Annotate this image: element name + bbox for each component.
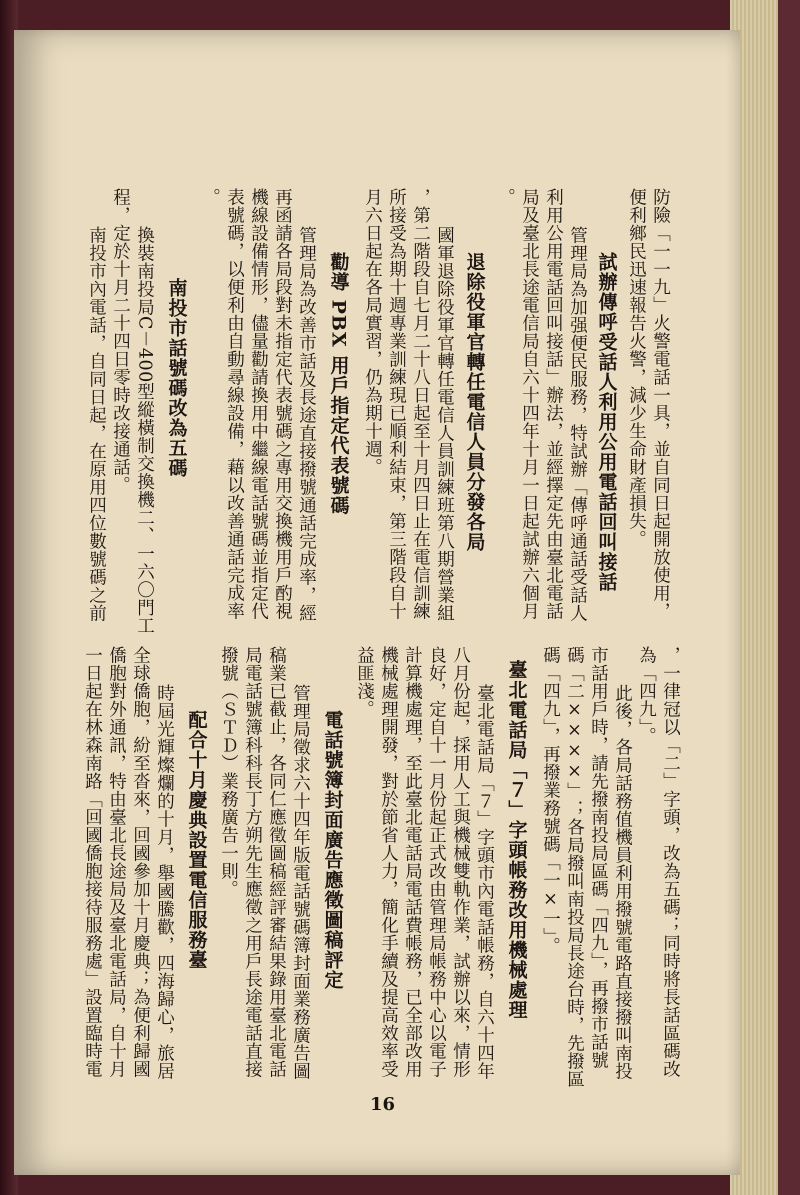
text-line: 利用公用電話回叫接話」辦法，並經擇定先由臺北電話 [543, 188, 564, 620]
text-line: 國軍退除役軍官轉任電信人員訓練班第八期營業組 [434, 226, 455, 622]
text-line: 僑胞對外通訊，特由臺北長途局及臺北電話局，自十月 [106, 646, 127, 1078]
article-title-directory-cover: 電話號簿封面廣告應徵圖稿評定 [321, 710, 344, 990]
text-line: 一日起在林森南路「回國僑胞接待服務處」設置臨時電 [82, 646, 103, 1078]
text-line: 防險「一一九」火警電話一具，並自同日起開放使用， [650, 188, 671, 620]
book-page-stack-right [730, 0, 800, 1195]
text-line: 臺北電話局「７」字頭市內電話帳務，自六十四年 [474, 684, 495, 1080]
text-line: 局及臺北長途電信局自六十四年十月一日起試辦六個月 [519, 188, 540, 620]
article-title-pbx: 勸導 PBX 用戶指定代表號碼 [327, 252, 350, 516]
article-title-pager: 試辦傳呼受話人利用公用電話回叫接話 [595, 252, 618, 592]
text-line: 管理局為改善市話及長途直接撥號通話完成率，經 [296, 226, 317, 622]
text-line: 為「四九」。 [636, 646, 657, 746]
text-line: 再函請各局段對未指定代表號碼之專用交換機用戶酌視 [272, 188, 293, 620]
text-line: 機械處理開發，對於節省人力，簡化手續及提高效率受 [378, 646, 399, 1078]
article-title-october: 配合十月慶典設置電信服務臺 [185, 710, 208, 970]
text-line: 管理局為加强便民服務，特試辦「傳呼通話受話人 [567, 226, 588, 622]
text-line: 。 [495, 188, 516, 206]
text-line: 碼「二××××」；各局撥叫南投局長途台時，先撥區 [564, 646, 585, 1088]
text-line: 時屆光輝燦爛的十月，舉國騰歡，四海歸心，旅居 [154, 684, 175, 1080]
text-line: 管理局徵求六十四年版電話號碼簿封面業務廣告圖 [290, 684, 311, 1080]
text-line: 機線設備情形，儘量勸請換用中繼線電話號碼並指定代 [248, 188, 269, 620]
text-line: 所接受為期十週專業訓練現已順利結束，第三階段自十 [386, 188, 407, 620]
text-line: 良好，定自十一月份起正式改由管理局帳務中心以電子 [426, 646, 447, 1078]
text-line: 換裝南投局C－400型縱橫制交換機二、一六〇門工 [134, 226, 155, 635]
page-number: 16 [370, 1094, 396, 1115]
article-title-retired-officers: 退除役軍官轉任電信人員分發各局 [463, 252, 486, 552]
text-line: 月六日起在各局實習，仍為期十週。 [362, 188, 383, 476]
text-line: ，第二階段自七月二十八日起至十月四日止在電信訓練 [410, 188, 431, 620]
text-line: 計算機處理，至此臺北電話局電話費帳務，已全部改用 [402, 646, 423, 1078]
text-line: 稿業已截止，各同仁應徵圖稿經評審結果錄用臺北電話 [266, 646, 287, 1078]
text-line: 局電話號簿科科長丁方朔先生應徵之用戶長途電話直接 [242, 646, 263, 1078]
text-line: 八月份起，採用人工與機械雙軌作業，試辦以來，情形 [450, 646, 471, 1078]
article-title-taipei-billing: 臺北電話局「７」字頭帳務改用機械處理 [505, 660, 528, 1020]
document-page [14, 30, 740, 1175]
text-line: 市話用戶時，請先撥南投局區碼「四九」，再撥市話號 [588, 646, 609, 1070]
text-line: 便利鄉民迅速報告火警，減少生命財產損失。 [626, 188, 647, 548]
text-line: 程，定於十月二十四日零時改接通話。 [110, 188, 131, 494]
text-line: 撥號（ＳＴＤ）業務廣告一則。 [218, 646, 239, 898]
text-line: 。 [200, 188, 221, 206]
article-title-nantou: 南投市話號碼改為五碼 [165, 278, 188, 478]
text-line: ，一律冠以「二」字頭，改為五碼；同時將長話區碼改 [660, 646, 681, 1078]
text-line: 益匪淺。 [354, 646, 375, 718]
text-line: 此後，各局話務值機員利用撥號電路直接撥叫南投 [612, 684, 633, 1080]
text-line: 南投市內電話，自同日起，在原用四位數號碼之前 [86, 226, 107, 622]
text-line: 全球僑胞，紛至沓來，回國參加十月慶典；為便利歸國 [130, 646, 151, 1078]
text-line: 碼「四九」，再撥業務號碼「一×一」。 [540, 646, 561, 955]
text-line: 表號碼，以便利由自動尋線設備，藉以改善通話完成率 [224, 188, 245, 620]
